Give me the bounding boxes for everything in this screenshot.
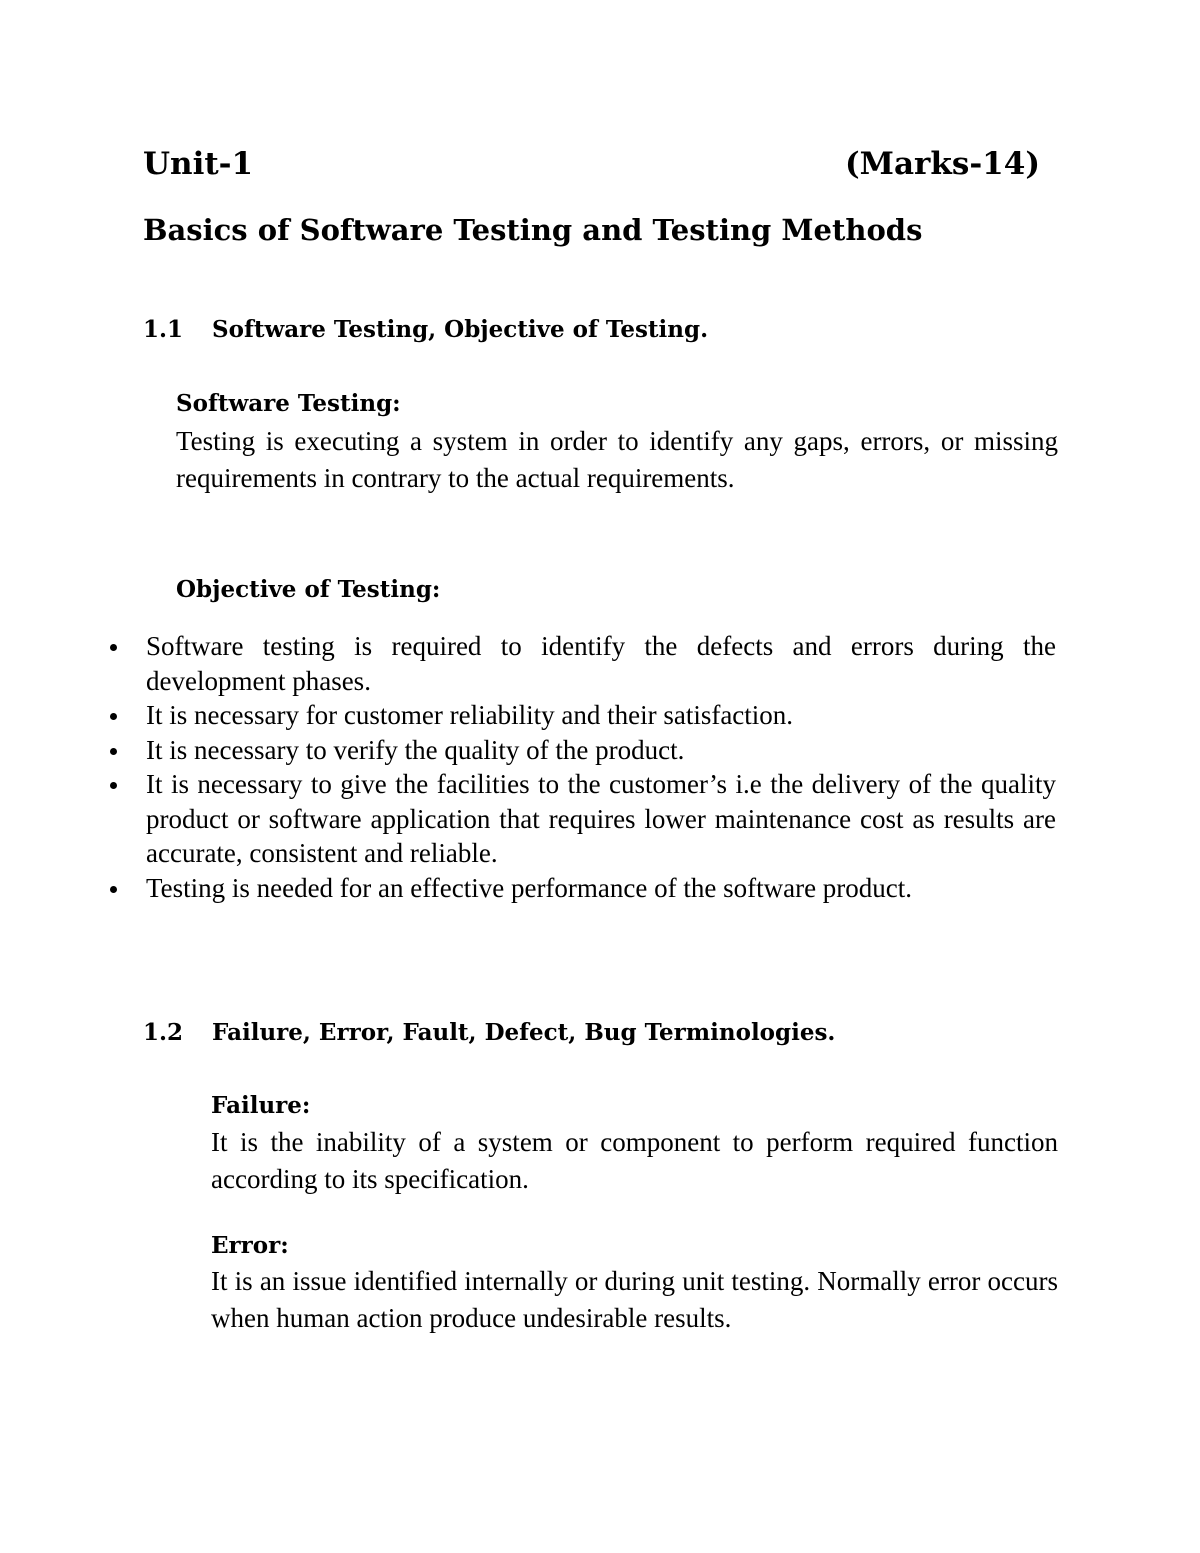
list-item-text: It is necessary for customer reliability and their satisfaction.	[146, 700, 794, 730]
list-item-text: Testing is needed for an effective performance of the software product.	[146, 872, 913, 903]
bullet-icon	[110, 886, 117, 893]
section-title: Software Testing, Objective of Testing.	[212, 316, 709, 343]
list-item-text: Software testing is required to identify the defects and errors during the development phases.	[146, 631, 1056, 696]
unit-title: Unit-1	[143, 146, 254, 182]
list-item	[104, 767, 1056, 871]
list-item	[104, 871, 1056, 906]
objective-heading: Objective of Testing:	[176, 576, 441, 603]
list-item	[104, 629, 1056, 698]
list-item-text: It is necessary to verify the quality of the product.	[146, 734, 685, 765]
bullet-icon	[110, 713, 117, 720]
page-title: Basics of Software Testing and Testing Methods	[143, 213, 923, 247]
objective-list	[104, 629, 1056, 905]
section-heading-1-2	[143, 1015, 1043, 1051]
unit-header	[143, 140, 1040, 188]
list-item	[104, 733, 1056, 768]
marks-label: (Marks-14)	[844, 146, 1040, 182]
list-item	[104, 698, 1056, 733]
bullet-icon	[110, 748, 117, 755]
error-definition: It is an issue identified internally or during unit testing. Normally error occurs when human action produce undesirable results.	[211, 1266, 1058, 1333]
section-heading-1-1	[143, 312, 1043, 348]
section-number: 1.1	[143, 316, 184, 343]
failure-definition: It is the inability of a system or component to perform required function according to its specification.	[211, 1127, 1058, 1194]
software-testing-definition: Testing is executing a system in order to identify any gaps, errors, or missing requirements in contrary to the actual requirements.	[176, 426, 1058, 493]
error-heading: Error:	[211, 1232, 289, 1259]
section-number: 1.2	[143, 1019, 184, 1046]
failure-heading: Failure:	[211, 1092, 311, 1119]
list-item-text: It is necessary to give the facilities to the customer’s i.e the delivery of the quality product or software application that requires lower maintenance cost as results are accurate, consistent and reliable.	[146, 769, 1056, 868]
software-testing-heading: Software Testing:	[176, 390, 401, 417]
bullet-icon	[110, 782, 117, 789]
section-title: Failure, Error, Fault, Defect, Bug Terminologies.	[212, 1019, 836, 1046]
bullet-icon	[110, 644, 117, 651]
